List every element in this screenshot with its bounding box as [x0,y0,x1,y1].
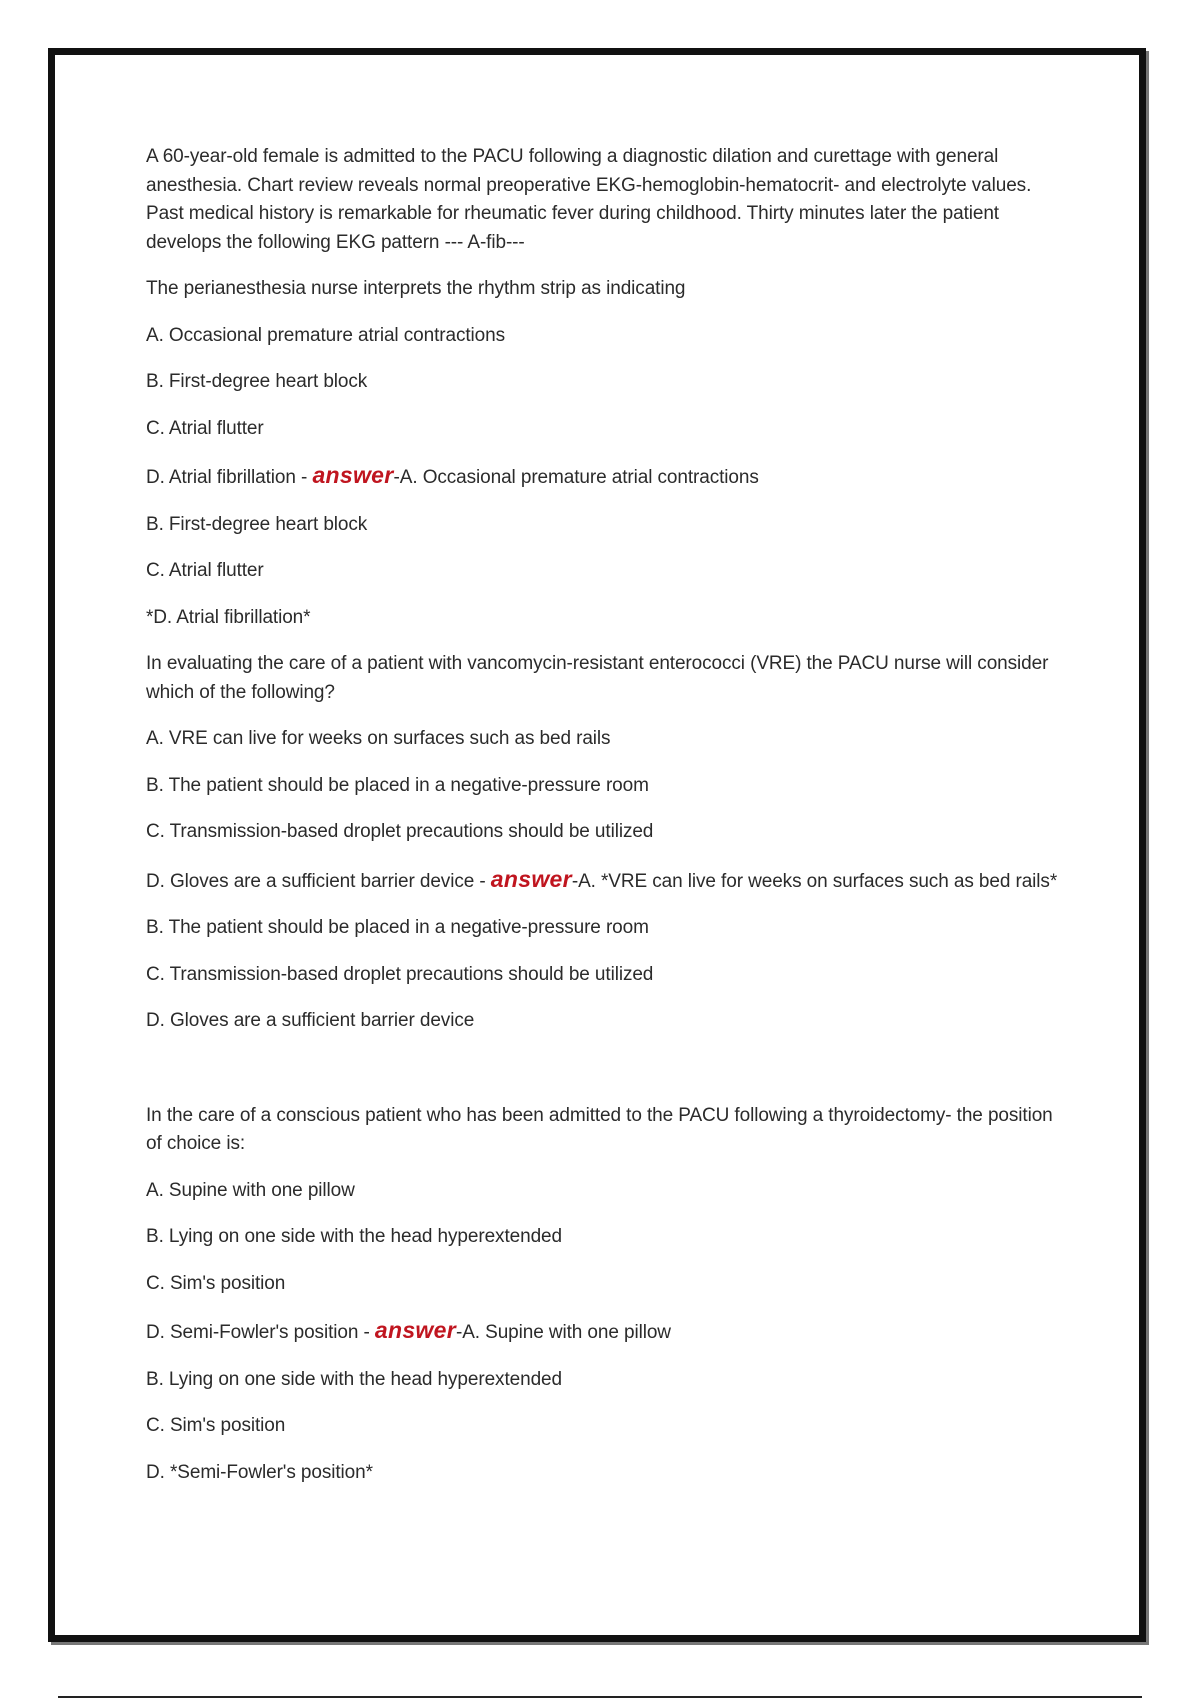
question-2-option-a: A. VRE can live for weeks on surfaces such as bed rails [146,728,611,749]
question-3-stem: In the care of a conscious patient who has been admitted to the PACU following a thyroidectomy- the position of choice is: [146,1104,1053,1154]
question-3-option-a: A. Supine with one pillow [146,1179,355,1201]
page-bottom-rule [58,1696,1142,1698]
question-2-option-d: D. Gloves are a sufficient barrier device - [146,870,491,892]
question-3-answer-b: B. Lying on one side with the head hyperextended [146,1368,562,1390]
question-2-option-c: C. Transmission-based droplet precautions should be utilized [146,821,654,842]
question-2-answer-d: D. Gloves are a sufficient barrier device [146,1010,475,1031]
question-2-answer-c: C. Transmission-based droplet precautions should be utilized [146,963,654,985]
question-2-answer-a: -A. *VRE can live for weeks on surfaces such as bed rails* [571,870,1058,892]
question-3-answer-d: D. *Semi-Fowler's position* [146,1461,373,1483]
question-1-option-c: C. Atrial flutter [146,417,264,439]
question-1-option-a: A. Occasional premature atrial contractions [146,324,505,346]
question-1-answer-b: B. First-degree heart block [146,513,368,535]
question-2-answer-line [146,865,1066,897]
question-2-option-b: B. The patient should be placed in a negative-pressure room [146,774,649,796]
answer-label: answer [374,1317,456,1343]
question-1-answer-d: *D. Atrial fibrillation* [146,606,311,628]
question-3-option-d: D. Semi-Fowler's position - [146,1322,375,1343]
question-1-answer-line [146,461,1066,493]
question-2-answer-b: B. The patient should be placed in a negative-pressure room [146,917,649,938]
question-3-answer-a: -A. Supine with one pillow [455,1322,671,1343]
answer-label: answer [312,462,394,488]
question-1-option-b: B. First-degree heart block [146,371,368,392]
question-2-stem: In evaluating the care of a patient with vancomycin-resistant enterococci (VRE) the PACU nurse will consider which of the following? [146,653,1049,703]
question-1-prompt: The perianesthesia nurse interprets the rhythm strip as indicating [146,278,686,299]
section-spacer [146,1054,1066,1102]
question-1-answer-c: C. Atrial flutter [146,560,264,581]
question-3-option-c: C. Sim's position [146,1272,286,1294]
document-content [146,143,1066,1505]
question-3-option-b: B. Lying on one side with the head hyperextended [146,1226,562,1247]
answer-label: answer [490,865,572,892]
question-1-stem: A 60-year-old female is admitted to the PACU following a diagnostic dilation and curettage with general anesthesia. Chart review reveals normal preoperative EKG-hemoglobin-hematocrit- and electrolyte values. Past medical history is remarkable for rheumatic fever during childhood. Thirty minutes later the patient develops the following EKG pattern --- A-fib--- [146,146,1032,253]
question-1-option-d: D. Atrial fibrillation - [146,467,313,488]
question-1-answer-a: -A. Occasional premature atrial contractions [393,467,759,488]
question-3-answer-line [146,1316,1066,1348]
question-3-answer-c: C. Sim's position [146,1415,286,1436]
